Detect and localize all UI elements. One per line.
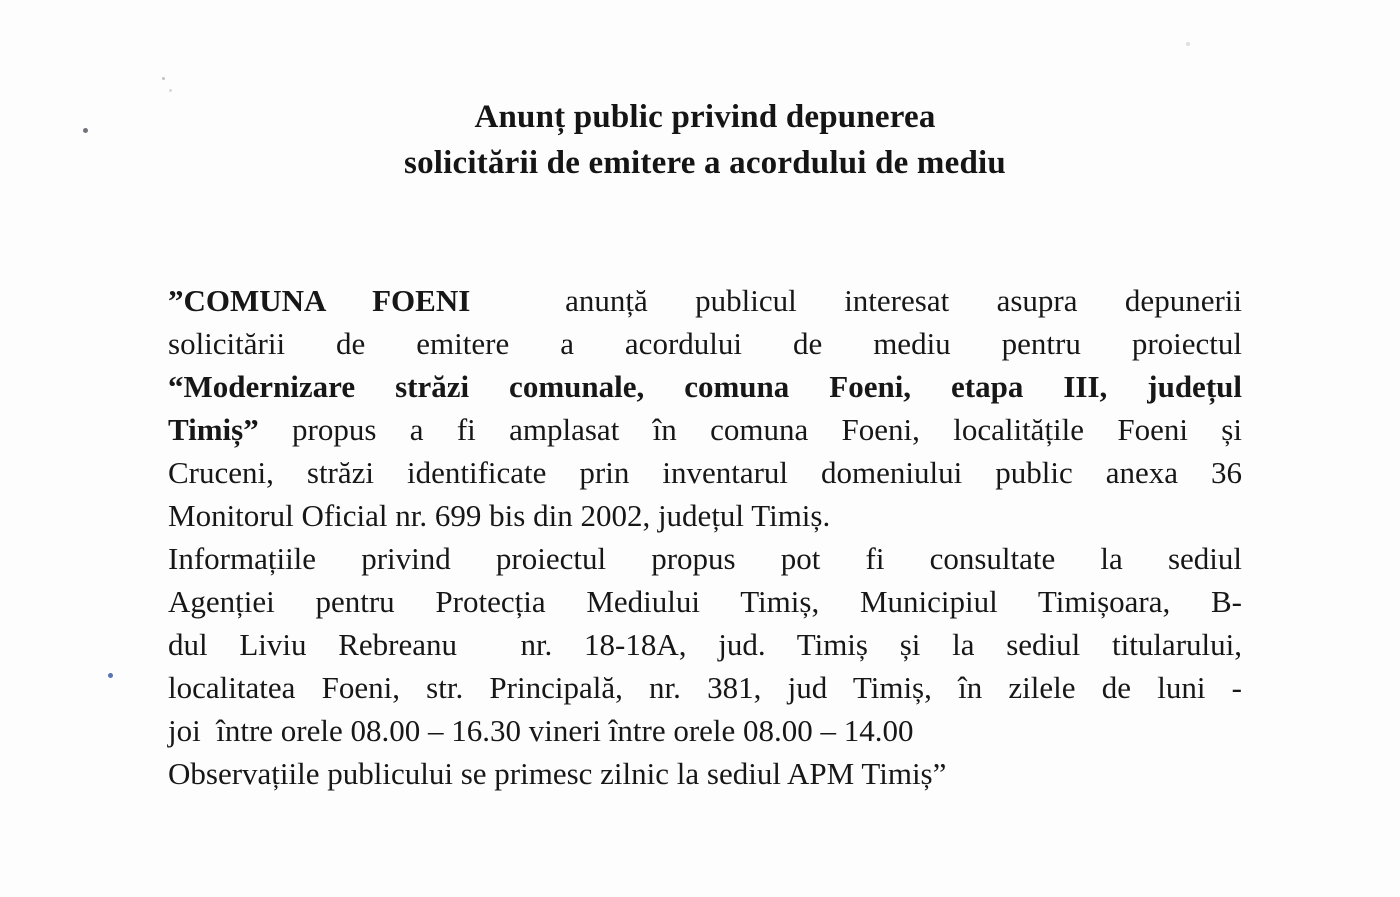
scan-speck (83, 128, 88, 133)
scan-speck (108, 673, 113, 678)
text-line (168, 752, 1242, 795)
bold-text-run: Timiș” (168, 412, 259, 447)
text-run: Observațiile publicului se primesc zilnic la sediul APM Timiș” (168, 756, 947, 791)
bold-text-run: “Modernizare străzi comunale, comuna Foeni, etapa III, județul (168, 369, 1242, 404)
text-run: propus a fi amplasat în comuna Foeni, localitățile Foeni și (258, 412, 1242, 447)
document-body (168, 279, 1242, 795)
scan-speck (1186, 42, 1190, 46)
document-title (168, 94, 1242, 186)
text-run: Informațiile privind proiectul propus pot fi consultate la sediul (168, 541, 1242, 576)
text-line (168, 623, 1242, 666)
text-line (168, 580, 1242, 623)
text-line (168, 494, 1242, 537)
text-run: dul Liviu Rebreanu nr. 18-18A, jud. Timiș și la sediul titularului, (168, 627, 1242, 662)
text-line (168, 279, 1242, 322)
text-run: Agenției pentru Protecția Mediului Timiș, Municipiul Timișoara, B- (168, 584, 1242, 619)
title-line-1: Anunț public privind depunerea (474, 99, 936, 135)
text-run: joi între orele 08.00 – 16.30 vineri între orele 08.00 – 14.00 (168, 713, 914, 748)
scan-speck (169, 89, 172, 92)
text-line (168, 666, 1242, 709)
scan-speck (162, 77, 165, 80)
text-line (168, 451, 1242, 494)
text-line (168, 709, 1242, 752)
text-line (168, 408, 1242, 451)
text-line (168, 537, 1242, 580)
bold-text-run: ”COMUNA FOENI (168, 283, 471, 318)
text-run: solicitării de emitere a acordului de mediu pentru proiectul (168, 326, 1242, 361)
text-run: Cruceni, străzi identificate prin inventarul domeniului public anexa 36 (168, 455, 1242, 490)
text-line (168, 322, 1242, 365)
title-line-2: solicitării de emitere a acordului de mediu (404, 145, 1006, 181)
text-run: Monitorul Oficial nr. 699 bis din 2002, județul Timiș. (168, 498, 831, 533)
text-run: localitatea Foeni, str. Principală, nr. 381, jud Timiș, în zilele de luni - (168, 670, 1242, 705)
text-line (168, 365, 1242, 408)
text-run: anunță publicul interesat asupra depunerii (470, 283, 1242, 318)
